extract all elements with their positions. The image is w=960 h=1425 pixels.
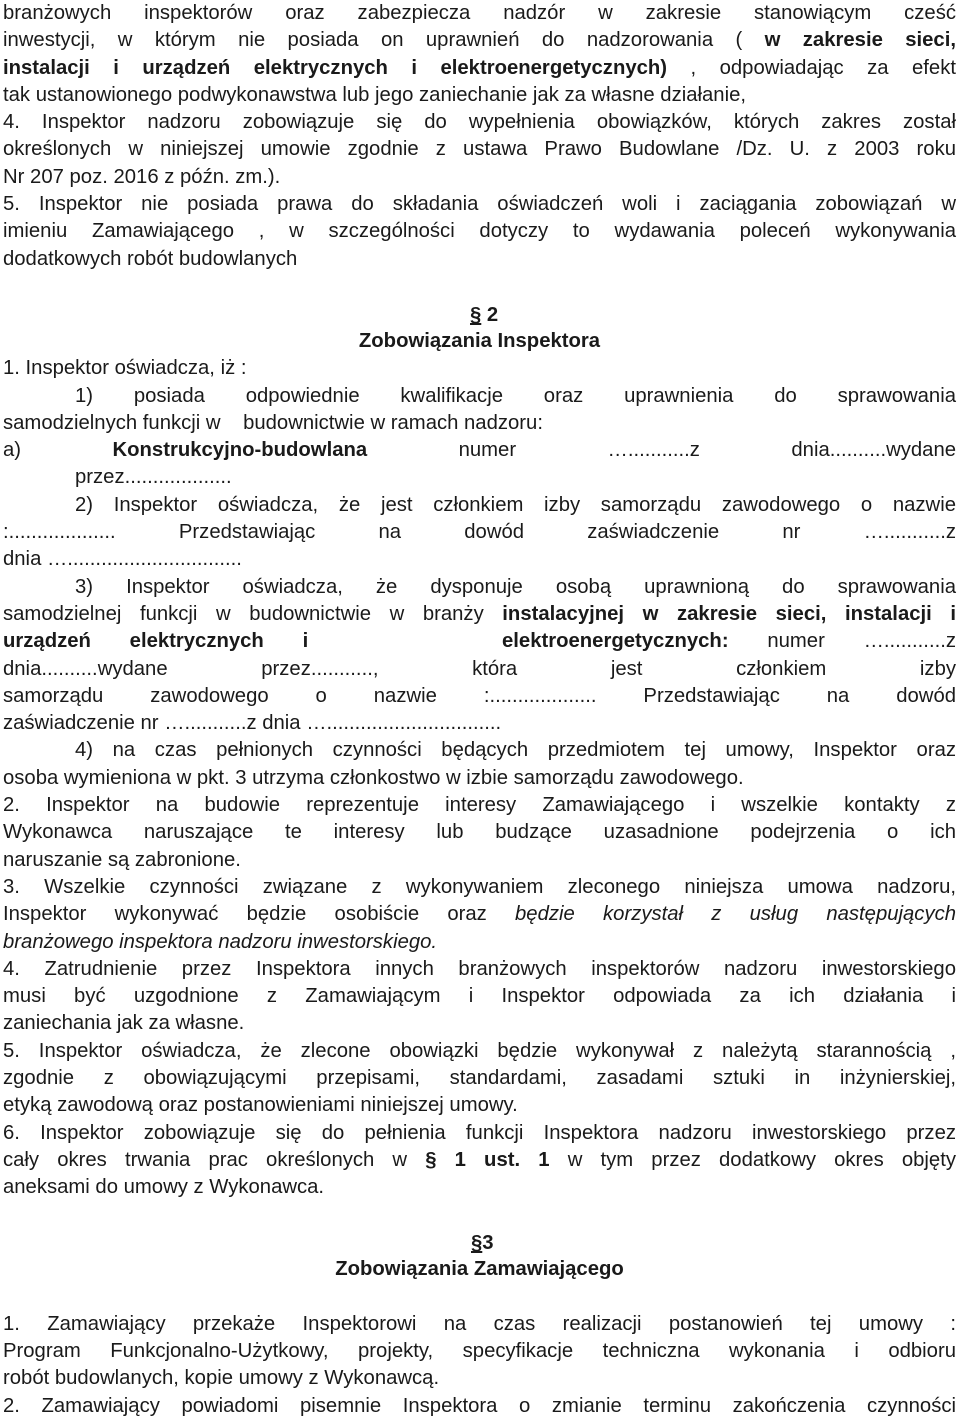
text-line: naruszanie są zabronione. [3,848,241,871]
text-line: branżowych inspektorów oraz zabezpiecza nadzór w zakresie stanowiącym cześć [3,2,956,24]
text-line: dnia …............................... [3,548,242,571]
text-line: imieniu Zamawiającego , w szczególności dotyczy to wydawania poleceń wykonywania [3,220,956,243]
bold-text: Konstrukcyjno-budowlana [112,439,368,462]
section-3-heading [3,1228,956,1256]
text-line: 2. Zamawiający powiadomi pisemnie Inspektora o zmianie terminu zakończenia czynności [3,1394,956,1417]
section-sign: §3 [471,1232,494,1255]
text-line: cały okres trwania prac określonych w § 1 ust. 1 w tym przez dodatkowy okres objęty [3,1148,956,1171]
text-line: przez................... [75,466,232,489]
text-line: dnia..........wydane przez..........., która jest członkiem izby [3,657,956,680]
text-line: 3. Wszelkie czynności związane z wykonywaniem zleconego niniejsza umowa nadzoru, [3,875,956,898]
text-line: 1. Zamawiający przekaże Inspektorowi na czas realizacji postanowień tej umowy : [3,1312,956,1335]
bold-text: instalacji i urządzeń elektrycznych i elektroenergetycznych) [3,56,668,79]
text-line: 5. Inspektor nie posiada prawa do składania oświadczeń woli i zaciągania zobowiązań w [3,193,956,216]
text-line: zaświadczenie nr …...........z dnia …............................... [3,712,502,735]
text-line: Inspektor wykonywać będzie osobiście oraz będzie korzystał z usług następujących [3,903,957,926]
text-line: 6. Inspektor zobowiązuje się do pełnienia funkcji Inspektora nadzoru inwestorskiego przez [3,1121,956,1144]
section-title: Zobowiązania Zamawiającego [335,1258,624,1281]
text-line: 3) Inspektor oświadcza, że dysponuje osobą uprawnioną do sprawowania [75,575,956,598]
text-line: określonych w niniejszej umowie zgodnie z ustawa Prawo Budowlane /Dz. U. z 2003 roku [3,138,956,161]
text-line: samodzielnych funkcji w budownictwie w ramach nadzoru: [3,411,543,434]
text-line: 4. Zatrudnienie przez Inspektora innych branżowych inspektorów nadzoru inwestorskiego [3,957,956,980]
bold-text: urządzeń elektrycznych i elektroenergetycznych: [3,630,729,653]
text-line: dodatkowych robót budowlanych [3,247,298,270]
text-line: a) Konstrukcyjno-budowlana numer …...........z dnia..........wydane [3,439,956,462]
text-line [3,929,956,956]
text-line: 2. Inspektor na budowie reprezentuje interesy Zamawiającego i wszelkie kontakty z [3,794,956,817]
text-line: 1. Inspektor oświadcza, iż : [3,357,247,380]
text-line: 5. Inspektor oświadcza, że zlecone obowiązki będzie wykonywał z należytą starannością , [3,1039,956,1062]
text-line: 2) Inspektor oświadcza, że jest członkiem izby samorządu zawodowego o nazwie [75,493,956,516]
text-line: 4. Inspektor nadzoru zobowiązuje się do wypełnienia obowiązków, których zakres został [3,111,956,134]
italic-text: branżowego inspektora nadzoru inwestorskiego. [3,930,438,953]
text-line: osoba wymieniona w pkt. 3 utrzyma członkostwo w izbie samorządu zawodowego. [3,766,744,789]
bold-text: § 1 ust. 1 [425,1148,550,1171]
text-line: zaniechania jak za własne. [3,1012,245,1035]
bold-text: instalacyjnej w zakresie sieci, instalacji i [502,602,956,625]
text-line: Program Funkcjonalno-Użytkowy, projekty, specyfikacje techniczna wykonania i odbioru [3,1340,956,1363]
text-line: inwestycji, w którym nie posiada on uprawnień do nadzorowania ( w zakresie sieci, [3,29,956,52]
section-2-heading [3,300,956,328]
text-line: aneksami do umowy z Wykonawca. [3,1176,325,1199]
section-sign: § 2 [470,303,499,326]
bold-text: w zakresie sieci, [764,29,956,52]
text-line: samorządu zawodowego o nazwie :................... Przedstawiając na dowód [3,684,956,707]
text-line: samodzielnej funkcji w budownictwie w branży instalacyjnej w zakresie sieci, instalacji i [3,602,956,625]
text-line: musi być uzgodnione z Zamawiającym i Inspektor odpowiada za ich działania i [3,985,956,1008]
text-line: zgodnie z obowiązującymi przepisami, standardami, zasadami sztuki in inżynierskiej, [3,1066,956,1089]
section-title: Zobowiązania Inspektora [358,329,601,352]
text-line: 4) na czas pełnionych czynności będących przedmiotem tej umowy, Inspektor oraz [75,739,956,762]
text-line: Nr 207 poz. 2016 z późn. zm.). [3,165,281,188]
text-line: 1) posiada odpowiednie kwalifikacje oraz uprawnienia do sprawowania [75,384,956,407]
text-line: instalacji i urządzeń elektrycznych i elektroenergetycznych) , odpowiadając za efekt [3,56,956,79]
text-line: robót budowlanych, kopie umowy z Wykonawcą. [3,1367,440,1390]
italic-text: będzie korzystał z usług następujących [515,903,957,926]
text-line: Wykonawca naruszające te interesy lub budzące uzasadnione podejrzenia o ich [3,821,956,844]
text-line: urządzeń elektrycznych i elektroenergetycznych: numer …...........z [3,630,956,653]
text-line: tak ustanowionego podwykonawstwa lub jego zaniechanie jak za własne działanie, [3,83,746,106]
text-line: :................... Przedstawiając na dowód zaświadczenie nr …...........z [3,521,956,544]
text-line: etyką zawodową oraz postanowieniami niniejszej umowy. [3,1094,518,1117]
